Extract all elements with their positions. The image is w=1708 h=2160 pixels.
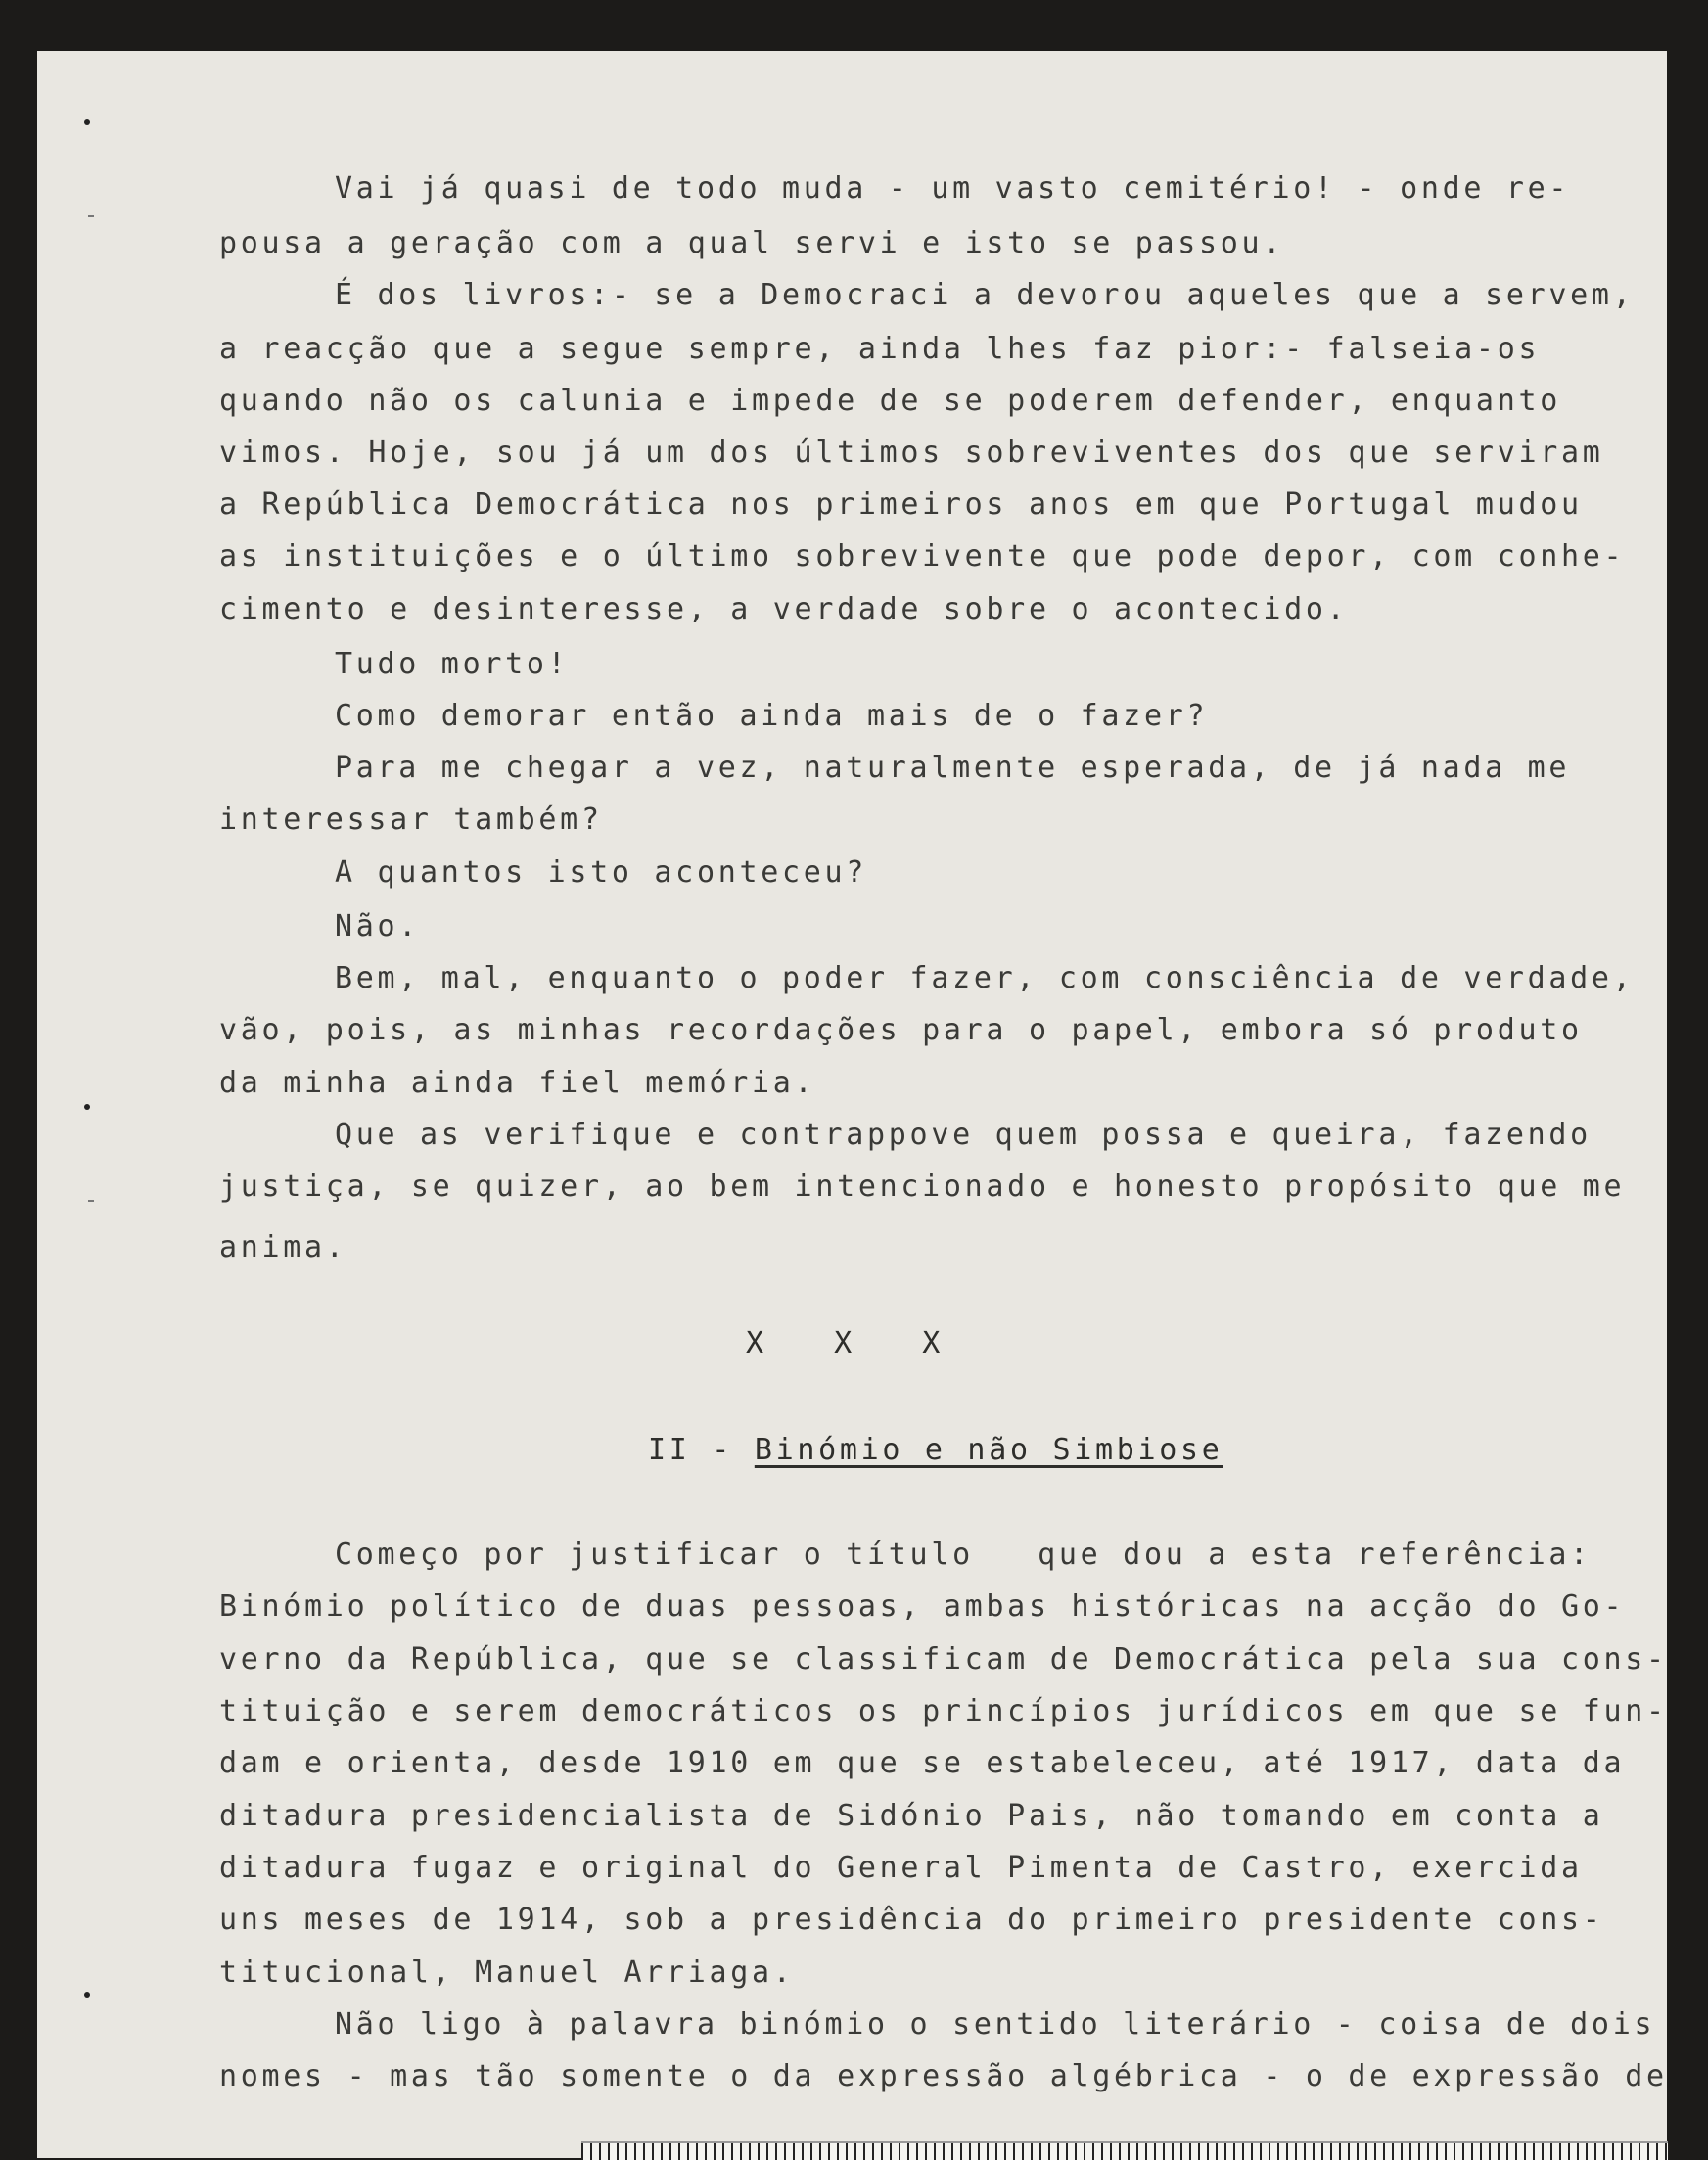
text-line: Não. [335,909,421,943]
text-line: Não ligo à palavra binómio o sentido literário - coisa de dois [335,2007,1656,2042]
text-line: Como demorar então ainda mais de o fazer? [335,699,1209,733]
text-line: justiça, se quizer, ao bem intencionado e honesto propósito que me [219,1170,1626,1204]
scan-ruler [581,2141,1668,2160]
text-line: vimos. Hoje, sou já um dos últimos sobreviventes dos que serviram [219,436,1604,470]
text-line: ditadura presidencialista de Sidónio Pais, não tomando em conta a [219,1799,1604,1833]
section-heading [648,1434,1223,1467]
text-line: Binómio político de duas pessoas, ambas históricas na acção do Go- [219,1589,1626,1624]
text-line: ditadura fugaz e original do General Pimenta de Castro, exercida [219,1851,1583,1885]
text-line: a reacção que a segue sempre, ainda lhes faz pior:- falseia-os [219,332,1541,366]
text-line: anima. [219,1230,347,1264]
text-line: dam e orienta, desde 1910 em que se estabeleceu, até 1917, data da [219,1746,1626,1780]
text-line: vão, pois, as minhas recordações para o papel, embora só produto [219,1013,1583,1047]
punch-hole [84,119,90,125]
text-line: as instituições e o último sobrevivente que pode depor, com conhe- [219,539,1626,574]
text-line: cimento e desinteresse, a verdade sobre o acontecido. [219,592,1349,626]
punch-hole [84,1104,90,1110]
text-line: Vai já quasi de todo muda - um vasto cemitério! - onde re- [335,171,1571,206]
text-line: nomes - mas tão somente o da expressão algébrica - o de expressão de [219,2059,1668,2093]
text-line: uns meses de 1914, sob a presidência do primeiro presidente cons- [219,1903,1604,1937]
text-line: A quantos isto aconteceu? [335,855,868,890]
text-line: Bem, mal, enquanto o poder fazer, com consciência de verdade, [335,961,1635,995]
margin-mark [88,1200,94,1202]
text-line: tituição e serem democráticos os princípios jurídicos em que se fun- [219,1694,1668,1728]
margin-mark [88,215,94,217]
punch-hole [84,1992,90,1998]
text-line: pousa a geração com a qual servi e isto se passou. [219,226,1285,260]
text-line: quando não os calunia e impede de se poderem defender, enquanto [219,384,1561,418]
text-line: verno da República, que se classificam de Democrática pela sua cons- [219,1642,1668,1677]
text-line: Começo por justificar o título que dou a esta referência: [335,1538,1592,1572]
text-line: Que as verifique e contrappove quem possa e queira, fazendo [335,1118,1592,1152]
heading-title: Binómio e não Simbiose [754,1433,1223,1467]
text-line: da minha ainda fiel memória. [219,1066,816,1100]
text-line: titucional, Manuel Arriaga. [219,1955,795,1990]
text-line: É dos livros:- se a Democraci a devorou aqueles que a servem, [335,278,1635,312]
text-line: Para me chegar a vez, naturalmente esperada, de já nada me [335,751,1571,785]
heading-number: II - [648,1433,734,1467]
paper-sheet [37,51,1667,2158]
section-separator: X X X [746,1326,941,1360]
text-line: a República Democrática nos primeiros anos em que Portugal mudou [219,487,1583,522]
text-line: interessar também? [219,803,603,837]
text-line: Tudo morto! [335,647,570,681]
